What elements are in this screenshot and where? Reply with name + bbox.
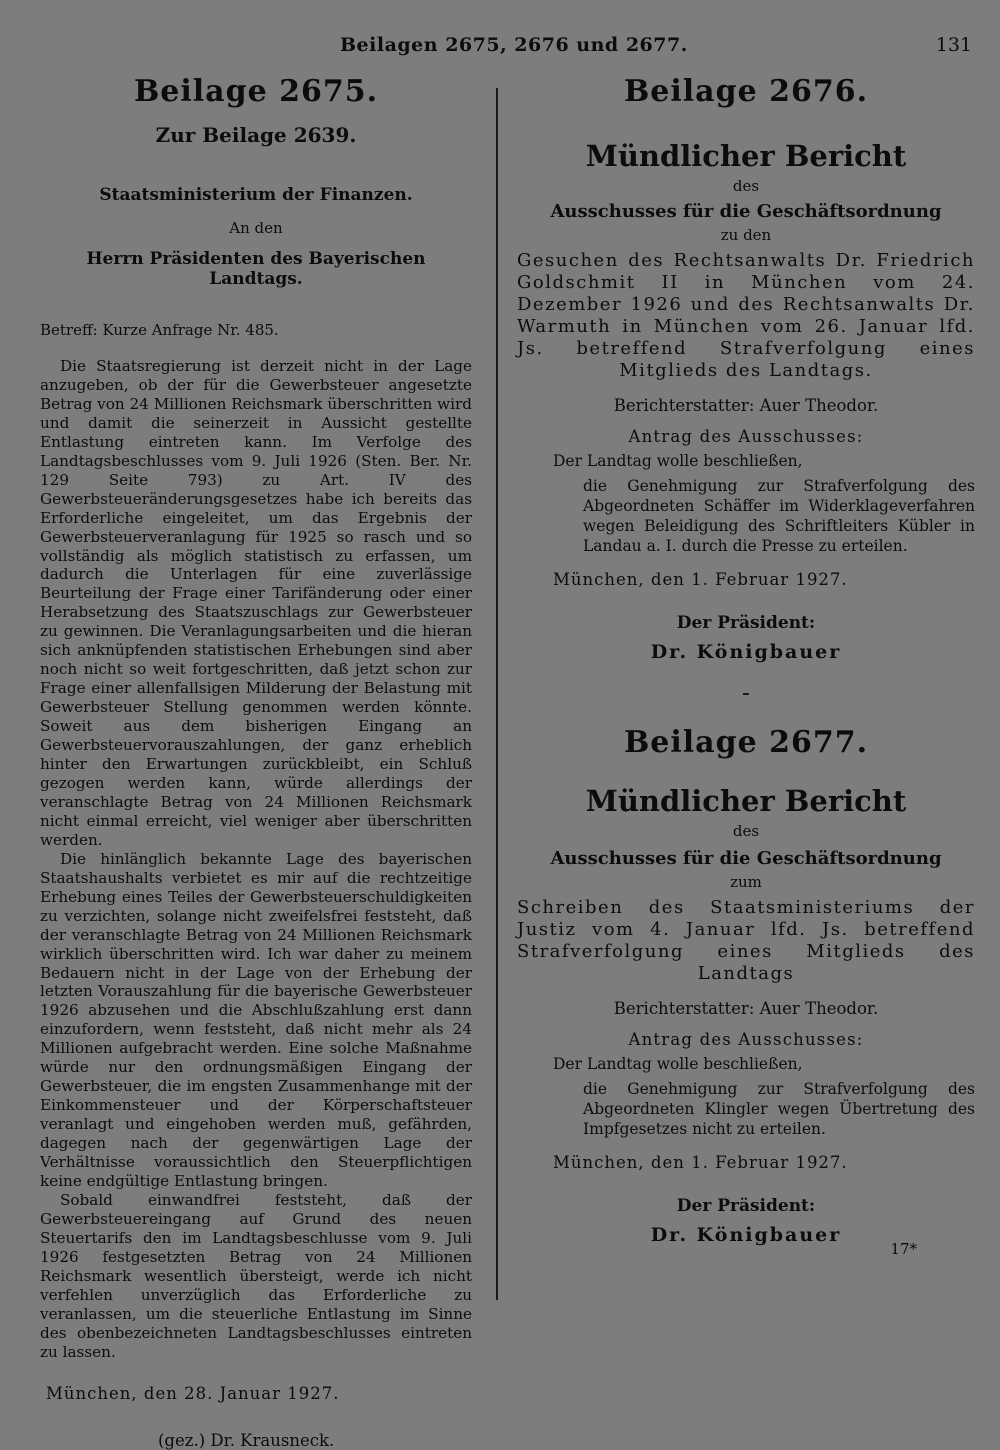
beilage-2675 [40,74,472,1450]
beilage-title: Beilage 2677. [623,725,869,760]
report-des: des [732,822,760,840]
motion-intro: Der Landtag wolle beschließen, [553,452,803,470]
letter-body [40,357,472,1362]
president-name: Dr. Königbauer [650,1224,842,1246]
president-name: Dr. Königbauer [650,641,842,663]
letter-date: München, den 28. Januar 1927. [46,1383,340,1403]
beilage-2676 [517,74,975,663]
beilage-subtitle: Zur Beilage 2639. [155,123,357,147]
section-separator [743,693,749,695]
committee-name: Ausschusses für die Geschäftsordnung [550,201,942,222]
report-heading: Mündlicher Bericht [585,784,907,818]
page-number: 131 [935,34,972,56]
motion-text: die Genehmigung zur Strafverfolgung des Abgeordneten Klingler wegen Übertretung des Impfgesetzes nicht zu erteilen. [583,1080,975,1138]
betreff-line: Betreff: Kurze Anfrage Nr. 485. [40,321,279,339]
column-divider [496,88,498,1300]
president-label: Der Präsident: [676,613,816,633]
report-zu-den: zu den [720,226,772,244]
ministry-name: Staatsministerium der Finanzen. [99,185,413,205]
committee-name: Ausschusses für die Geschäftsordnung [550,848,942,869]
running-title: Beilagen 2675, 2676 und 2677. [340,34,688,56]
report-des: des [732,177,760,195]
paragraph: Sobald einwandfrei feststeht, daß der Gewerbsteuereingang auf Grund des neuen Steuertarifs den im Landtagsbeschlusse vom 9. Juli 1926 festgesetzten Betrag von 24 Millionen Reichsmark wesentlich übersteigt, werde ich nicht verfehlen unverzüglich das Erforderliche zu veranlassen, um die steuerliche Entlastung im Sinne des obenbezeichneten Landtagsbeschlusses eintreten zu lassen. [40,1190,472,1361]
motion-text: die Genehmigung zur Strafverfolgung des Abgeordneten Schäffer im Widerklageverfahren wegen Beleidigung des Schriftleiters Kübler in Landau a. I. durch die Presse zu erteilen. [583,477,975,555]
motion-heading: Antrag des Ausschusses: [628,1030,864,1049]
addressee-to: An den [229,219,283,237]
paragraph: Die hinlänglich bekannte Lage des bayerischen Staatshaushalts verbietet es mir auf die rechtzeitige Erhebung eines Teiles der Gewerbsteuerschuldigkeiten zu verzichten, solange nicht zweifelsfrei feststeht, daß der veranschlagte Betrag von 24 Millionen Reichsmark wirklich überschritten wird. Ich war daher zu meinem Bedauern nicht in der Lage von der Erhebung der letzten Vorauszahlung für die bayerische Gewerbsteuer 1926 abzusehen und die Abschlußzahlung erst dann einzufordern, wenn feststeht, daß nicht mehr als 24 Millionen aufgebracht werden. Eine solche Maßnahme würde nur den ordnungsmäßigen Eingang der Gewerbsteuer, die im engsten Zusammenhange mit der Einkommensteuer und der Körperschaftsteuer veranlagt und eingehoben werden muß, gefährden, dagegen nach der gegenwärtigen Lage der Verhältnisse voraussichtlich den Steuerpflichtigen keine endgültige Entlastung bringen. [40,849,472,1190]
report-date: München, den 1. Februar 1927. [553,570,848,589]
right-column [517,74,975,1258]
president-label: Der Präsident: [676,1196,816,1216]
beilage-title: Beilage 2676. [623,74,869,109]
letter-signature: (gez.) Dr. Krausneck. [158,1430,335,1450]
report-subject: Gesuchen des Rechtsanwalts Dr. Friedrich Goldschmit II in München vom 24. Dezember 1926 und des Rechtsanwalts Dr. Warmuth in München vom 26. Januar lfd. Js. betreffend Strafverfolgung eines Mitglieds des Landtags. [517,250,975,381]
report-heading: Mündlicher Bericht [585,139,907,173]
signature-mark: 17* [890,1240,917,1258]
recipient: Herrn Präsidenten des Bayerischen Landtags. [86,249,426,289]
report-zum: zum [730,873,762,891]
beilage-2677 [517,725,975,1258]
reporter: Berichterstatter: Auer Theodor. [613,396,879,415]
motion-heading: Antrag des Ausschusses: [628,427,864,446]
paragraph: Die Staatsregierung ist derzeit nicht in der Lage anzugeben, ob der für die Gewerbsteuer angesetzte Betrag von 24 Millionen Reichsmark überschritten wird und damit die seinerzeit in Aussicht gestellte Entlastung eintreten kann. Im Verfolge des Landtagsbeschlusses vom 9. Juli 1926 (Sten. Ber. Nr. 129 Seite 793) zu Art. IV des Gewerbsteueränderungsgesetzes habe ich bereits das Erforderliche eingeleitet, um das Ergebnis der Gewerbsteuerveranlagung für 1925 so rasch und so vollständig als möglich statistisch zu erfassen, um dadurch die Unterlagen für eine zuverlässige Beurteilung der Frage einer Tarifänderung oder einer Herabsetzung des Staatszuschlags zur Gewerbsteuer zu gewinnen. Die Veranlagungsarbeiten und die hieran sich anknüpfenden statistischen Erhebungen sind aber noch nicht so weit fortgeschritten, daß jetzt schon zur Frage einer allenfallsigen Milderung der Belastung mit Gewerbsteuer Stellung genommen werden könnte. Soweit aus dem bisherigen Eingang an Gewerbsteuervorauszahlungen, der ganz erheblich hinter den Erwartungen zurückbleibt, ein Schluß gezogen werden kann, würde allerdings der veranschlagte Betrag von 24 Millionen Reichsmark nicht einmal erreicht, viel weniger aber überschritten werden. [40,357,472,849]
beilage-title: Beilage 2675. [133,74,379,109]
report-date: München, den 1. Februar 1927. [553,1153,848,1172]
page-header [0,34,1000,58]
report-subject: Schreiben des Staatsministeriums der Justiz vom 4. Januar lfd. Js. betreffend Strafverfolgung eines Mitglieds des Landtags [517,897,975,984]
motion-intro: Der Landtag wolle beschließen, [553,1055,803,1073]
reporter: Berichterstatter: Auer Theodor. [613,999,879,1018]
